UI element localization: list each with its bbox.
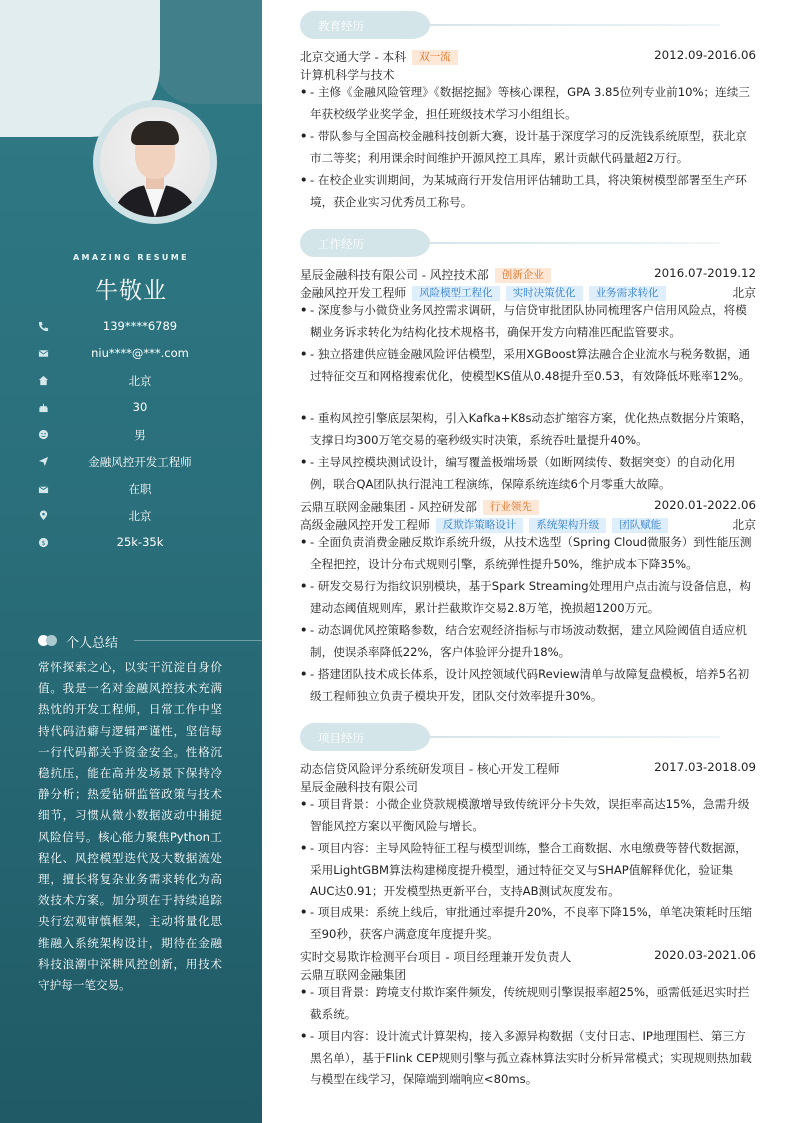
- toggle-dots-icon: [38, 635, 58, 646]
- list-item: • - 主修《金融风险管理》《数据挖掘》等核心课程，GPA 3.85位列专业前10%；连续三年获校级学业奖学金，担任班级技术学习小组组长。: [300, 85, 750, 121]
- info-salary: $ 25k-35k: [0, 534, 262, 552]
- list-item: • - 研发交易行为指纹识别模块，基于Spark Streaming处理用户点击流与设备信息，构建动态阈值规则库，累计拦截欺诈交易2.8万笔，挽损超1200万元。: [300, 579, 751, 615]
- role: 金融风控开发工程师: [300, 286, 407, 300]
- project-period: 2020.03-2021.06: [654, 948, 756, 962]
- education-row: [300, 48, 756, 64]
- info-age: 30: [0, 399, 262, 417]
- job-row: [300, 266, 756, 282]
- section-title: 项目经历: [318, 731, 364, 745]
- project-name: 动态信贷风险评分系统研发项目 - 核心开发工程师: [300, 762, 560, 776]
- skill-tag: 团队赋能: [612, 518, 668, 533]
- svg-text:$: $: [41, 538, 46, 547]
- skill-tag: 风险模型工程化: [412, 286, 500, 301]
- skill-tag: 业务需求转化: [589, 286, 666, 301]
- company: 星辰金融科技有限公司 - 风控技术部: [300, 268, 489, 282]
- project-org-row: [300, 966, 756, 982]
- job-period: 2016.07-2019.12: [654, 266, 756, 280]
- skill-tag: 反欺诈策略设计: [436, 518, 524, 533]
- decor-shape: [155, 0, 262, 104]
- list-item: • - 动态调优风控策略参数，结合宏观经济指标与市场波动数据，建立风险阈值自适应机制，使误杀率降低22%，客户体验评分提升18%。: [300, 623, 747, 659]
- list-item: • - 搭建团队技术成长体系，设计风控领域代码Review清单与故障复盘模板，培养5名初级工程师独立负责子模块开发，团队交付效率提升30%。: [300, 667, 750, 703]
- info-status: 在职: [0, 480, 262, 498]
- sidebar: [0, 0, 262, 1123]
- role-row: [300, 284, 756, 300]
- list-item: • - 项目背景：跨境支付欺诈案件频发，传统规则引擎误报率超25%，亟需低延迟实时拦截系统。: [300, 985, 750, 1021]
- summary-text: 常怀探索之心，以实干沉淀自身价值。我是一名对金融风控技术充满热忱的开发工程师，日常工作中坚持代码洁癖与逻辑严谨性，坚信每一行代码都关乎资金安全。性格沉稳抗压，能在高并发场景下保持冷静分析；热爱钻研监管政策与技术细节，习惯从微小数据波动中捕捉风险信号。核心能力聚焦Python工程化、风控模型迭代及大数据流处理，擅长将复杂业务需求转化为高效技术方案。加分项在于持续追踪央行宏观审慎框架，主动将量化思维融入系统架构设计，期待在金融科技浪潮中深耕风控创新，用技术守护每一笔交易。: [38, 660, 222, 993]
- list-item: • - 项目成果：系统上线后，审批通过率提升20%，不良率下降15%，单笔决策耗时压缩至90秒，获客户满意度年度提升奖。: [300, 905, 753, 941]
- section-title: 教育经历: [318, 19, 364, 33]
- job-city: 北京: [732, 518, 756, 532]
- info-home: 北京: [0, 372, 262, 390]
- project-org-row: [300, 778, 756, 794]
- avatar: [100, 107, 210, 217]
- section-title: 工作经历: [318, 237, 364, 251]
- info-gender: 男: [0, 426, 262, 444]
- company-tag: 创新企业: [495, 268, 551, 283]
- skill-tag: 系统架构升级: [529, 518, 606, 533]
- skill-tag: 实时决策优化: [506, 286, 583, 301]
- info-location: 北京: [0, 507, 262, 525]
- list-item: • - 独立搭建供应链金融风险评估模型，采用XGBoost算法融合企业流水与税务数据，通过特征交互和网格搜索优化，使模型KS值从0.48提升至0.53，有效降低坏账率12%。: [300, 347, 751, 383]
- company: 云鼎互联网金融集团 - 风控研发部: [300, 500, 477, 514]
- major-row: [300, 66, 756, 82]
- education-period: 2012.09-2016.06: [654, 48, 756, 62]
- candidate-name: 牛敬业: [95, 278, 167, 304]
- list-item: • - 深度参与小微贷业务风控需求调研，与信贷审批团队协同梳理客户信用风险点，将模糊业务诉求转化为结构化技术规格书，确保开发方向精准匹配监管要求。: [300, 303, 747, 339]
- company-tag: 行业领先: [483, 500, 539, 515]
- list-item: • - 重构风控引擎底层架构，引入Kafka+K8s动态扩缩容方案，优化热点数据分片策略，支撑日均300万笔交易的毫秒级实时决策，系统吞吐量提升40%。: [300, 411, 752, 447]
- school-tag: 双一流: [412, 50, 458, 65]
- list-item: • - 带队参与全国高校金融科技创新大赛，设计基于深度学习的反洗钱系统原型，获北京市二等奖；利用课余时间维护开源风控工具库，累计贡献代码量超2万行。: [300, 129, 747, 165]
- job-row: [300, 498, 756, 514]
- info-email: niu****@***.com: [0, 345, 262, 363]
- list-item: • - 在校企业实训期间，为某城商行开发信用评估辅助工具，将决策树模型部署至生产环境，获企业实习优秀员工称号。: [300, 173, 747, 209]
- project-row: [300, 948, 756, 964]
- project-name: 实时交易欺诈检测平台项目 - 项目经理兼开发负责人: [300, 950, 572, 964]
- job-period: 2020.01-2022.06: [654, 498, 756, 512]
- resume-tagline: AMAZING RESUME: [72, 253, 190, 262]
- info-phone: 139****6789: [0, 318, 262, 336]
- project-org: 星辰金融科技有限公司: [300, 780, 418, 794]
- project-period: 2017.03-2018.09: [654, 760, 756, 774]
- summary-title: 个人总结: [66, 636, 119, 651]
- list-item: • - 项目内容：主导风险特征工程与模型训练，整合工商数据、水电缴费等替代数据源，采用LightGBM算法构建梯度提升模型，通过特征交叉与SHAP值解释优化，验证集AUC达0.91；开发模型热更新平台，支持AB测试灰度发布。: [300, 841, 747, 898]
- list-item: • - 项目内容：设计流式计算架构，接入多源异构数据（支付日志、IP地理围栏、第三方黑名单），基于Flink CEP规则引擎与孤立森林算法实时分析异常模式；实现规则热加载与模型在线学习，保障端到端响应<80ms。: [300, 1029, 752, 1086]
- major: 计算机科学与技术: [300, 68, 395, 82]
- role-row: [300, 516, 756, 532]
- list-item: • - 主导风控模块测试设计，编写覆盖极端场景（如断网续传、数据突变）的自动化用例，联合QA团队执行混沌工程演练，保障系统连续6个月零重大故障。: [300, 455, 736, 491]
- role: 高级金融风控开发工程师: [300, 518, 430, 532]
- school-name: 北京交通大学 - 本科: [300, 50, 407, 64]
- section-header-work: [300, 229, 720, 257]
- job-city: 北京: [732, 286, 756, 300]
- info-position: 金融风控开发工程师: [0, 453, 262, 471]
- summary-header: [38, 630, 228, 650]
- list-item: • - 全面负责消费金融反欺诈系统升级，从技术选型（Spring Cloud微服务）到性能压测全程把控，设计分布式规则引擎，系统弹性提升50%，维护成本下降35%。: [300, 535, 752, 571]
- section-header-education: [300, 11, 720, 39]
- section-header-projects: [300, 723, 720, 751]
- project-row: [300, 760, 756, 776]
- divider: [134, 640, 262, 641]
- list-item: • - 项目背景：小微企业贷款规模激增导致传统评分卡失效，误拒率高达15%，急需升级智能风控方案以平衡风险与增长。: [300, 797, 750, 833]
- project-org: 云鼎互联网金融集团: [300, 968, 407, 982]
